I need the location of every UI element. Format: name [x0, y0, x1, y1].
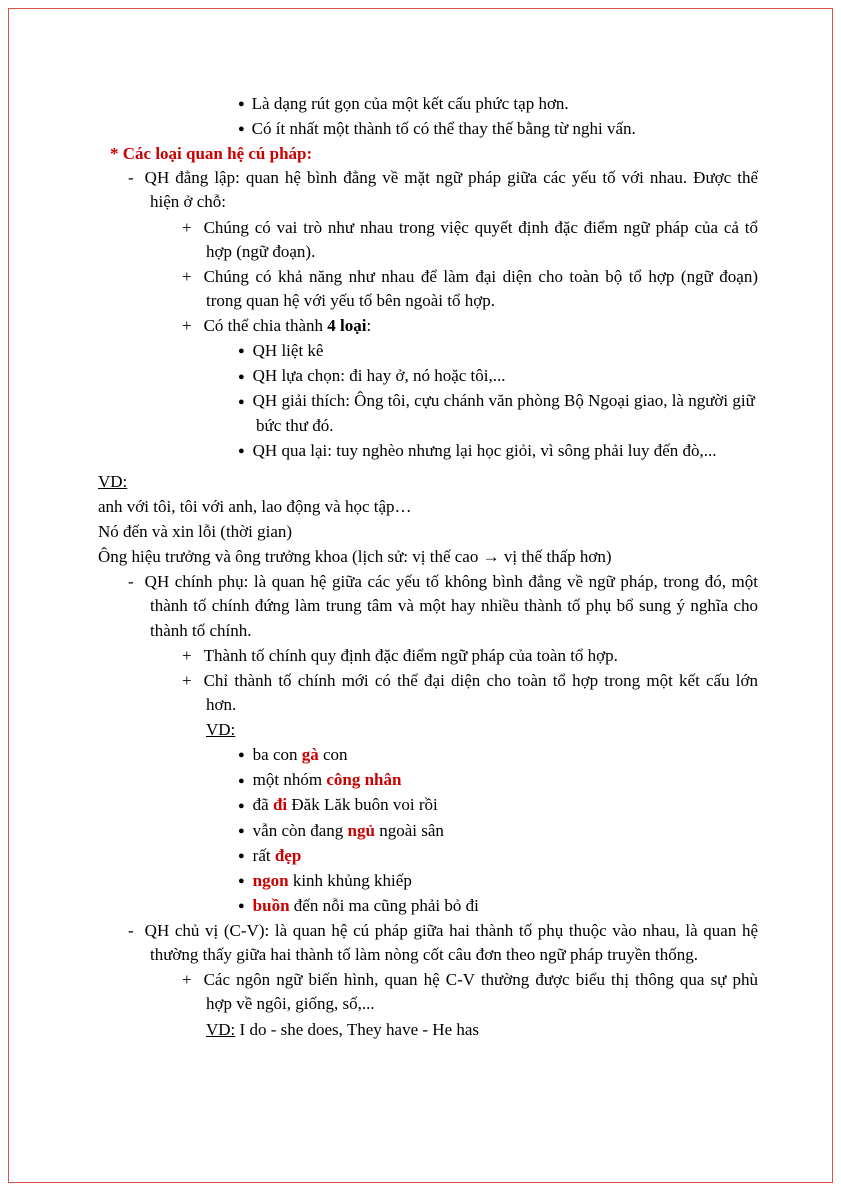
example-label-text: VD:: [206, 720, 236, 739]
bullet-icon: ●: [238, 395, 245, 408]
list-item-text-post: con: [318, 745, 348, 765]
bullet-icon: ●: [238, 123, 245, 136]
bullet-icon: ●: [238, 345, 245, 358]
list-item-text: Các ngôn ngữ biến hình, quan hệ C-V thường được biểu thị thông qua sự phù hợp về ngôi, giống, số,...: [203, 970, 758, 1014]
list-item-text: QH qua lại: tuy nghèo nhưng lại học giỏi, vì sông phải luy đến đò,...: [252, 440, 717, 460]
list-item-text: QH chủ vị (C-V): là quan hệ cú pháp giữa hai thành tố phụ thuộc vào nhau, là quan hệ thường thấy giữa hai thành tố làm nòng cốt câu đơn theo ngữ pháp truyền thống.: [144, 921, 758, 965]
list-item: [98, 389, 758, 437]
plus-icon: +: [182, 217, 192, 237]
list-item: [98, 968, 758, 1016]
example-line: Ông hiệu trưởng và ông trưởng khoa (lịch sử: vị thế cao → vị thế thấp hơn): [98, 547, 612, 567]
list-item: [98, 216, 758, 264]
example-line: Nó đến và xin lỗi (thời gian): [98, 522, 293, 541]
list-item: [98, 869, 758, 893]
plus-icon: +: [182, 316, 192, 335]
list-item: [98, 919, 758, 967]
list-item: [98, 844, 758, 868]
list-item: [98, 166, 758, 214]
list-item-text-post: ngoài sân: [374, 820, 444, 840]
list-item: [98, 439, 758, 463]
list-item: [98, 265, 758, 313]
list-item: [98, 339, 758, 363]
bullet-icon: ●: [238, 370, 245, 383]
list-item-text-highlight: đi: [272, 795, 288, 815]
plus-icon: +: [182, 670, 192, 690]
list-item: [98, 793, 758, 817]
bullet-icon: ●: [238, 98, 245, 111]
list-item: [98, 570, 758, 642]
list-item: [98, 92, 758, 116]
bullet-icon: ●: [238, 849, 245, 862]
bullet-icon: ●: [238, 444, 245, 457]
list-item-text-highlight: ngon: [252, 870, 289, 890]
list-item: [98, 117, 758, 141]
bullet-icon: ●: [238, 900, 245, 913]
list-item-text-pre: Có thể chia thành: [203, 316, 328, 335]
list-item-text-post: đến nỗi ma cũng phải bỏ đi: [289, 895, 479, 915]
list-item-text: Chúng có khả năng như nhau để làm đại diện cho toàn bộ tổ hợp (ngữ đoạn) trong quan hệ với yếu tố bên ngoài tổ hợp.: [203, 266, 758, 310]
list-item-text-pre: đã: [252, 795, 273, 815]
list-item-text: Thành tố chính quy định đặc điểm ngữ pháp của toàn tổ hợp.: [203, 645, 618, 665]
list-item-text-pre: ba con: [252, 745, 302, 765]
example-label-text: VD:: [206, 1019, 236, 1039]
list-item-text-highlight: ngủ: [347, 820, 375, 840]
list-item: [98, 894, 758, 918]
list-item-text: QH liệt kê: [252, 341, 324, 361]
list-item-text: QH giải thích: Ông tôi, cựu chánh văn phòng Bộ Ngoại giao, là người giữ bức thư đó.: [252, 391, 755, 435]
list-item-text-bold: 4 loại: [327, 316, 367, 335]
bullet-icon: ●: [238, 824, 245, 837]
bullet-icon: ●: [238, 749, 245, 762]
example-line: [98, 1018, 758, 1042]
list-item-text-highlight: đẹp: [274, 845, 302, 865]
bullet-icon: ●: [238, 799, 245, 812]
bullet-icon: ●: [238, 774, 245, 787]
list-item: [98, 364, 758, 388]
dash-icon: -: [128, 572, 134, 592]
list-item: [98, 768, 758, 792]
list-item-text-highlight: buồn: [252, 895, 290, 915]
plus-icon: +: [182, 645, 192, 665]
list-item-text-highlight: gà: [301, 745, 319, 765]
list-item-text-post: kinh khủng khiếp: [288, 870, 412, 890]
example-label: [98, 470, 758, 494]
list-item-text: QH lựa chọn: đi hay ở, nó hoặc tôi,...: [252, 366, 506, 386]
list-item-text: Có ít nhất một thành tố có thể thay thế bằng từ nghi vấn.: [251, 119, 636, 139]
list-item-text: Là dạng rút gọn của một kết cấu phức tạp hơn.: [251, 94, 569, 113]
document-content: [98, 92, 758, 1043]
example-line-text: I do - she does, They have - He has: [235, 1019, 480, 1039]
list-item: [98, 644, 758, 668]
example-label: [98, 718, 758, 742]
list-item-text-pre: vẫn còn đang: [252, 820, 348, 840]
section-heading: * Các loại quan hệ cú pháp:: [110, 144, 313, 164]
list-item: [98, 669, 758, 717]
list-item: [98, 743, 758, 767]
list-item: [98, 819, 758, 843]
list-item-text: Chỉ thành tố chính mới có thể đại diện cho toàn tổ hợp trong một kết cấu lớn hơn.: [203, 670, 758, 714]
example-label-text: VD:: [98, 471, 128, 491]
dash-icon: -: [128, 921, 134, 940]
list-item-text: QH đẳng lập: quan hệ bình đẳng về mặt ngữ pháp giữa các yếu tố với nhau. Được thể hiện ở chỗ:: [144, 168, 758, 212]
list-item: [98, 314, 758, 338]
plus-icon: +: [182, 266, 192, 286]
list-item-text-pre: một nhóm: [252, 770, 327, 790]
list-item-text-post: Đăk Lăk buôn voi rồi: [287, 795, 438, 815]
list-item-text: QH chính phụ: là quan hệ giữa các yếu tố không bình đẳng về ngữ pháp, trong đó, một thành tố chính đứng làm trung tâm và một hay nhiều thành tố phụ bổ sung ý nghĩa cho thành tố chính.: [144, 572, 758, 640]
plus-icon: +: [182, 970, 192, 990]
bullet-icon: ●: [238, 875, 245, 888]
dash-icon: -: [128, 168, 134, 188]
example-line: anh với tôi, tôi với anh, lao động và học tập…: [98, 496, 412, 516]
list-item-text-post: :: [366, 316, 372, 335]
list-item-text-pre: rất: [252, 845, 275, 865]
list-item-text: Chúng có vai trò như nhau trong việc quyết định đặc điểm ngữ pháp của cả tổ hợp (ngữ đoạn).: [203, 217, 758, 261]
list-item-text-highlight: công nhân: [326, 770, 402, 790]
